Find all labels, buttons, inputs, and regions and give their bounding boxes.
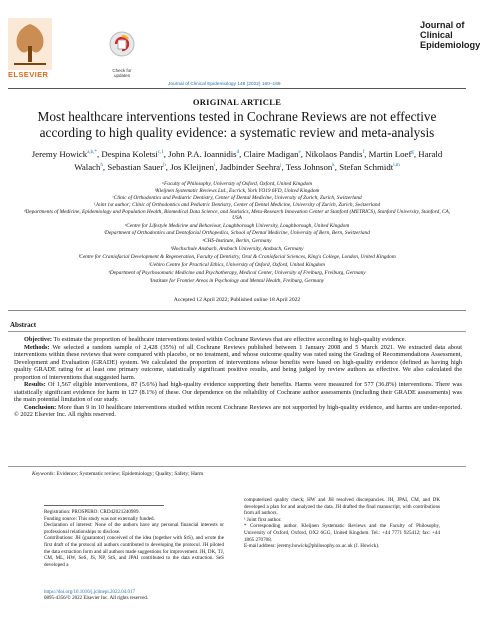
results-label: Results:	[24, 381, 46, 388]
header-divider	[8, 88, 466, 89]
keywords-text: Evidence; Systematic review; Epidemiology; Quality; Safety; Harm	[56, 471, 204, 477]
results-text: Of 1,567 eligible interventions, 87 (5.6%) had high-quality evidence supporting their benefits. Harms were measured for 577 (36.8%) interventions. There was statistically significant evidence for harm in 127 (8.1%) of these. Our dependence on the reliability of Cochrane author assessments (including their GRADE assessments) was the main potential limitation of our study.	[14, 381, 462, 403]
author-name[interactable]: Jeremy Howick	[31, 148, 88, 159]
affiliation: ʰHochschule Ansbach, Ansbach University, Ansbach, Germany	[170, 246, 304, 252]
affiliation: ᵈDepartments of Medicine, Epidemiology and Population Health, Biomedical Data Science, and Statistics, Meta-Research Innovation Center at Stanford (METRICS), Stanford University, Stanford, CA, USA	[23, 209, 451, 222]
author-list: Jeremy Howick$^{a,b,*}$, Despina Koletsi$^{c,1}$, John P.A. Ioannidis$^d$, Claire Madigan$^e$, Nikolaos Pandis$^f$, Martin Loef$^g$, Harald Walach$^h$, Sebastian Sauer$^h$, Jos Kleijnen$^i$, Jadbinder Seehra$^j$, Tess Johnson$^k$, Stefan Schmidt$^{l,m}$	[31, 148, 443, 172]
affiliation: ᶜClinic of Orthodontics and Pediatric Dentistry, Center of Dental Medicine, University of Zurich, Zurich, Switzerland	[112, 195, 362, 201]
author-name[interactable]: John P.A. Ioannidis	[168, 148, 237, 159]
author-affil-mark: a,b,*	[87, 150, 97, 155]
affiliation: ʲUehiro Centre for Practical Ethics, University of Oxford, Oxford, United Kingdom	[149, 262, 325, 268]
section-divider	[8, 310, 466, 311]
methods-text: We selected a random sample of 2,428 (35%) of all Cochrane Reviews published between 1 January 2008 and 5 March 2021. We extracted data about interventions within these reviews that were compared with placebo, or no treatment, and whose outcome quality was rated using the Grading of Recommendations Assessment, Development and Evaluation (GRADE) system. We calculated the proportion of interventions whose benefits were based on high-quality evidence (defined as having high quality GRADE rating for at least one primary outcome, statistically significant positive results, and being judged by review authors as effective. We also calculated the proportion of interventions that suggested harm.	[14, 343, 462, 381]
author-name[interactable]: Sebastian Sauer	[107, 161, 164, 172]
conclusion-label: Conclusion:	[24, 403, 57, 411]
author-name[interactable]: Jos Kleijnen	[170, 161, 214, 172]
footnotes-right: computerized quality check; HW and JH resolved discrepancies. JH, JPAI, CM, and DK developed a plan for and analyzed the data. JH drafted the final manuscript, with contributions from all authors. ¹ Joint first author. * Corresponding author. Kleijnen Systematic Reviews and the Faculty of Philosophy, University of Oxford, Oxford, OX2 6GG, United Kingdom. Tel.: +44 7771 925412; fax: +44 1865 270708. E-mail address: jeremy.howick@philosophy.ox.ac.uk (J. Howick).	[244, 497, 440, 550]
abstract-methods	[14, 344, 462, 382]
footnotes-left: Registration: PROSPERO: CRD42021240989. Funding source: This study was not externally funded. Declaration of interest: None of the authors have any personal financial interests or professional relationships to disclose. Contributions: JH (guarantor) conceived of the idea (together with SrS), and wrote the first draft of the protocol all authors contributed to developing the protocol. JH piloted the data extraction form and all authors made suggestions for improvement. JH, DK, TJ, CM, ML, HW, SeS, JS, NP, StS, and JPAI contributed to the data extraction. SeS developed a	[44, 509, 224, 568]
author-name[interactable]: Despina Koletsi	[101, 148, 158, 159]
publisher-name: ELSEVIER	[8, 70, 49, 79]
affiliation: ᵃFaculty of Philosophy, University of Oxford, Oxford, United Kingdom	[161, 181, 313, 187]
abstract-divider	[8, 331, 466, 332]
keywords	[32, 471, 203, 477]
journal-cover-title: Journal of Clinical Epidemiology	[420, 20, 480, 50]
conclusion-text: More than 9 in 10 healthcare interventions studied within recent Cochrane Reviews are not supported by high-quality evidence, and harms are under-reported. © 2022 Elsevier Inc. All rights reserved.	[14, 403, 462, 418]
author-name[interactable]: Stefan Schmidt	[339, 161, 394, 172]
affiliation: ᶠDepartment of Orthodontics and Dentofacial Orthopedics, School of Dental Medicine, University of Bern, Bern, Switzerland	[104, 230, 370, 236]
accepted-dates: Accepted 12 April 2022; Published online 18 April 2022	[173, 297, 301, 303]
author-name[interactable]: Tess Johnson	[285, 161, 333, 172]
check-for-updates-label[interactable]: Check for updates	[112, 68, 132, 78]
author-name[interactable]: Martin Loef	[368, 148, 412, 159]
author-affil-mark: d	[236, 150, 240, 155]
keywords-label: Keywords:	[32, 471, 56, 477]
author-affil-mark: i	[213, 162, 216, 168]
objective-text: To estimate the proportion of healthcare interventions tested within Cochrane Reviews that are effective according to high-quality evidence.	[53, 336, 407, 343]
affiliation: ᵏDepartment of Psychosomatic Medicine and Psychotherapy, Medical Center, University of Freiburg, Freiburg, Germany	[108, 270, 366, 276]
affiliation: ˡInstitute for Frontier Areas in Psychology and Mental Health, Freiburg, Germany	[149, 278, 325, 284]
copyright-line: 0895-4356/© 2022 Elsevier Inc. All rights reserved.	[44, 596, 149, 602]
elsevier-tree-logo	[8, 18, 52, 70]
methods-label: Methods:	[24, 343, 50, 351]
doi-link[interactable]: https://doi.org/10.1016/j.jclinepi.2022.04.017	[44, 590, 136, 595]
author-name[interactable]: Nikolaos Pandis	[305, 148, 363, 159]
author-name[interactable]: Harald Walach	[74, 148, 443, 172]
abstract-divider	[8, 466, 466, 467]
author-affil-mark: h	[100, 162, 103, 168]
abstract-heading: Abstract	[10, 321, 37, 329]
check-for-updates-icon[interactable]	[108, 30, 136, 66]
abstract-results	[14, 381, 462, 404]
affiliation: ᵇKleijnen Systematic Reviews Ltd., Escrick, York YO19 6FD, United Kingdom	[154, 188, 320, 194]
author-affil-mark: h	[163, 162, 166, 168]
journal-citation[interactable]: Journal of Clinical Epidemiology 148 (2022) 160–169	[168, 82, 281, 87]
author-name[interactable]: Jadbinder Seehra	[219, 161, 281, 172]
article-type: ORIGINAL ARTICLE	[192, 97, 282, 107]
author-affil-mark: k	[332, 162, 335, 168]
affiliation: ᵉCentre for Lifestyle Medicine and Behaviour, Loughborough University, Loughborough, United Kingdom	[124, 223, 350, 229]
affiliation: ᵍCHS-Institute, Berlin, Germany	[202, 238, 272, 244]
author-affil-mark: j	[280, 162, 282, 168]
abstract-body	[14, 336, 462, 419]
author-affil-mark: e	[298, 150, 301, 155]
affiliation: ⁱCentre for Craniofacial Development & Regeneration, Faculty of Dentistry, Oral & Craniofacial Sciences, King's College, London, United Kingdom	[78, 254, 396, 260]
abstract-conclusion	[14, 404, 462, 419]
article-title: Most healthcare interventions tested in Cochrane Reviews are not effective according to high quality evidence: a systematic review and meta-analysis	[37, 109, 437, 140]
affiliation: ¹Joint 1st author; Clinic of Orthodontics and Pediatric Dentistry, Center of Dental Medicine, University of Zurich, Zurich, Switzerland	[93, 202, 381, 208]
author-affil-mark: f	[362, 150, 365, 155]
footnote-divider	[44, 505, 164, 506]
abstract-objective	[14, 336, 462, 344]
author-affil-mark: g	[411, 150, 414, 155]
doi-block	[44, 590, 244, 602]
author-affil-mark: c,1	[157, 150, 164, 155]
author-name[interactable]: Claire Madigan	[243, 148, 299, 159]
objective-label: Objective:	[24, 336, 52, 343]
author-affil-mark: l,m	[393, 162, 400, 168]
